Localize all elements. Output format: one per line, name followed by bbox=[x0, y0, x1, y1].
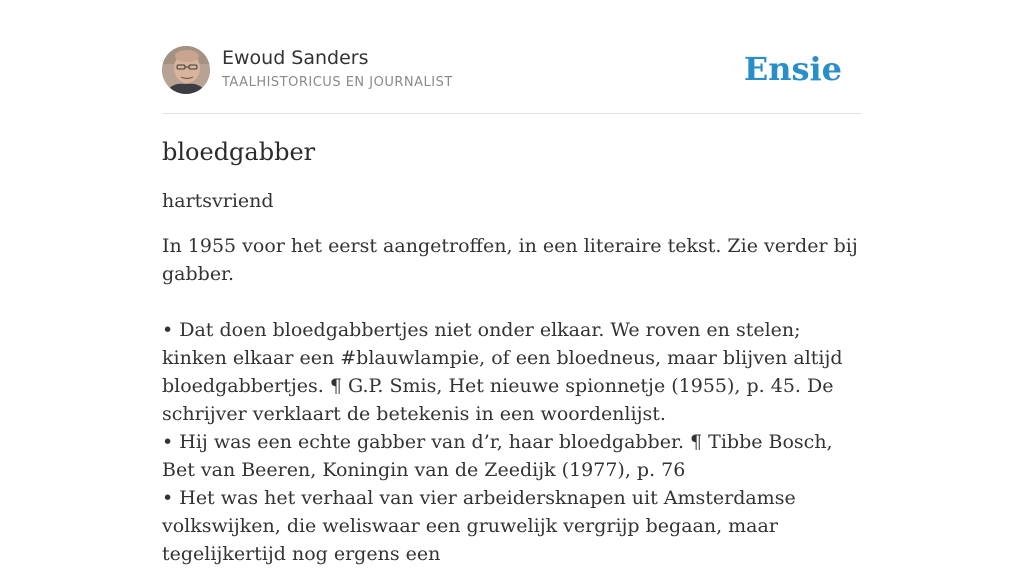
entry-title: bloedgabber bbox=[162, 138, 316, 166]
quote-item: • Dat doen bloedgabbertjes niet onder elkaar. We roven en stelen; kinken elkaar een #blauwlampie, of een bloedneus, maar blijven altijd bloedgabbertjes. ¶ G.P. Smis, Het nieuwe spionnetje (1955), p. 45. De schrijver verklaart de betekenis in een woordenlijst. bbox=[162, 319, 843, 425]
author-name[interactable]: Ewoud Sanders bbox=[222, 47, 369, 69]
entry-content bbox=[162, 136, 862, 568]
quote-item: • Het was het verhaal van vier arbeidersknapen uit Amsterdamse volkswijken, die weliswaar een gruwelijk vergrijp begaan, maar tegelijkertijd nog ergens een bbox=[162, 487, 796, 565]
avatar[interactable] bbox=[162, 46, 210, 94]
author-header bbox=[162, 46, 862, 96]
entry-intro: In 1955 voor het eerst aangetroffen, in een literaire tekst. Zie verder bij gabber. bbox=[162, 235, 858, 285]
ensie-logo[interactable]: Ensie bbox=[743, 50, 842, 88]
author-role: TAALHISTORICUS EN JOURNALIST bbox=[222, 75, 453, 90]
entry-definition: hartsvriend bbox=[162, 190, 274, 212]
header-divider bbox=[162, 113, 862, 114]
quote-item: • Hij was een echte gabber van d’r, haar bloedgabber. ¶ Tibbe Bosch, Bet van Beeren, Koningin van de Zeedijk (1977), p. 76 bbox=[162, 431, 833, 481]
author-avatar-icon bbox=[162, 46, 210, 94]
quote-list bbox=[162, 316, 862, 568]
